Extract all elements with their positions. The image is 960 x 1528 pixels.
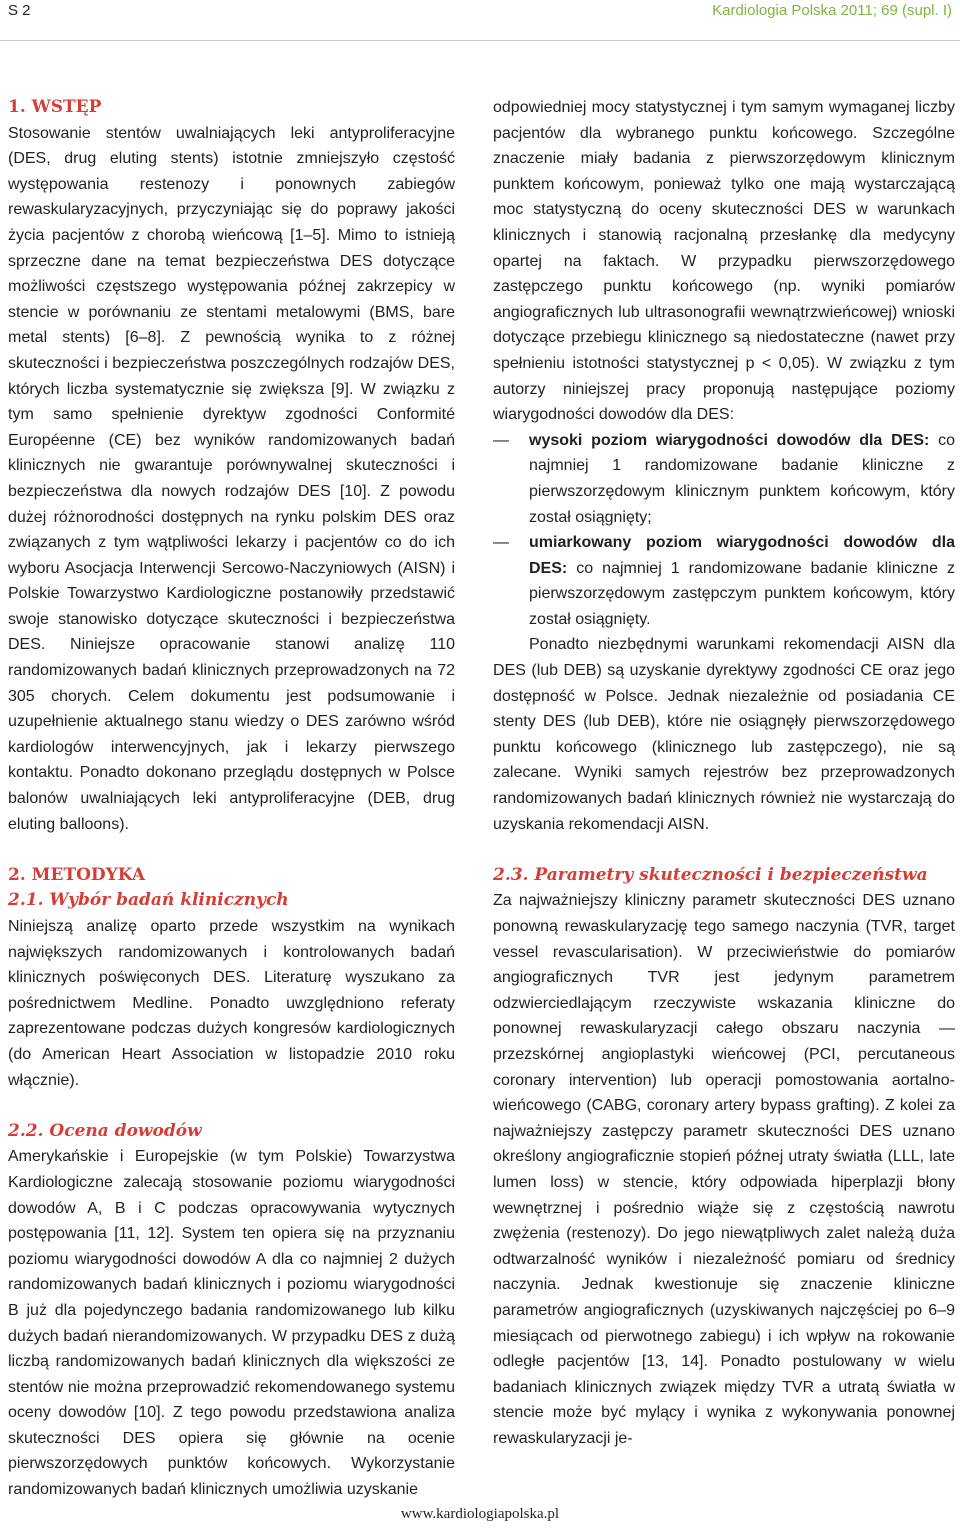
running-header [0, 0, 960, 41]
evidence-level-high-label: wysoki poziom wiarygodności dowodów dla DES: [529, 431, 930, 449]
journal-citation: Kardiologia Polska 2011; 69 (supl. I) [712, 2, 952, 19]
left-column [8, 95, 455, 1503]
section-2-2-heading: 2.2. Ocena dowodów [8, 1120, 202, 1141]
section-2-2-paragraph: Amerykańskie i Europejskie (w tym Polskie) Towarzystwa Kardiologiczne zalecają stosowanie poziomu wiarygodności dowodów A, B i C podczas opracowywania wytycznych postępowania [11, 12]. System ten opiera się na przyznaniu poziomu wiarygodności dowodów A dla co najmniej 2 dużych randomizowanych badań klinicznych i poziomu wiarygodności B już dla pojedynczego badania randomizowanego lub kilku dużych badań nierandomizowanych. W przypadku DES z dużą liczbą randomizowanych badań klinicznych dla większości ze stentów nie można przeprowadzić rekomendowanego systemu oceny dowodów [10]. Z tego powodu przedstawiona analiza skuteczności DES opiera się głównie na ocenie pierwszorzędowych punktów końcowych. Wykorzystanie randomizowanych badań klinicznych umożliwia uzyskanie [8, 1148, 455, 1499]
section-1-paragraph: Stosowanie stentów uwalniających leki antyproliferacyjne (DES, drug eluting stents) istotnie zmniejszyło częstość występowania restenozy i ponownych zabiegów rewaskularyzacyjnych, przyczyniając się do poprawy jakości życia pacjentów z chorobą wieńcową [1–5]. Mimo to istnieją sprzeczne dane na temat bezpieczeństwa DES dotyczące możliwości częstszego występowania późnej zakrzepicy w stencie w porównaniu ze stentami metalowymi (BMS, bare metal stents) [6–8]. Z pewnością wynika to z różnej skuteczności i bezpieczeństwa poszczególnych rodzajów DES, których liczba systematycznie się zwiększa [9]. W związku z tym samo spełnienie dyrektyw zgodności Conformité Européenne (CE) bez wyników randomizowanych badań klinicznych nie gwarantuje porównywalnej skuteczności i bezpieczeństwa dla nowych rodzajów DES [10]. Z powodu dużej różnorodności dostępnych na rynku polskim DES oraz związanych z tym wątpliwości lekarzy i pacjentów co do ich wyboru Asocjacja Interwencji Sercowo-Naczyniowych (AISN) i Polskie Towarzystwo Kardiologiczne postanowiły przedstawić swoje stanowisko dotyczące skuteczności i bezpieczeństwa DES. Niniejsze opracowanie stanowi analizę 110 randomizowanych badań klinicznych przeprowadzonych na 72 305 chorych. Celem dokumentu jest podsumowanie i uzupełnienie aktualnego stanu wiedzy o DES zarówno wśród kardiologów interwencyjnych, jak i lekarzy pierwszego kontaktu. Ponadto dokonano przeglądu dostępnych w Polsce balonów uwalniających leki antyproliferacyjne (DEB, drug eluting balloons). [8, 124, 455, 833]
evidence-level-moderate-label: umiarkowany poziom wiarygodności dowodów dla DES: [529, 534, 955, 577]
list-dash: — [493, 431, 509, 449]
section-2-1-heading: 2.1. Wybór badań klinicznych [8, 890, 289, 911]
evidence-level-high-text: co najmniej 1 randomizowane badanie kliniczne z pierwszorzędowym klinicznym punktem końcowym, który został osiągnięty; [529, 431, 956, 526]
page-number: S 2 [8, 2, 31, 19]
section-1-heading: 1. WSTĘP [8, 97, 102, 117]
right-paragraph-2: Ponadto niezbędnymi warunkami rekomendacji AISN dla DES (lub DEB) są uzyskanie dyrektywy zgodności CE oraz jego dostępność w Polsce. Jednak niezależnie od posiadania CE stenty DES (lub DEB), które nie osiągnęły pierwszorzędowego punktu końcowego (klinicznego lub zastępczego), nie są zalecane. Wyniki samych rejestrów bez przeprowadzonych randomizowanych badań klinicznych również nie wystarczają do uzyskania rekomendacji AISN. [493, 636, 955, 833]
evidence-level-moderate-text: co najmniej 1 randomizowane badanie kliniczne z pierwszorzędowym zastępczym punktem końcowym, który został osiągnięty. [529, 559, 955, 628]
evidence-level-moderate [493, 530, 955, 632]
right-column [493, 95, 955, 1451]
list-dash: — [493, 534, 509, 552]
evidence-level-high [493, 428, 955, 530]
right-paragraph-1: odpowiedniej mocy statystycznej i tym samym wymaganej liczby pacjentów dla wybranego punktu końcowego. Szczególne znaczenie miały badania z pierwszorzędowym klinicznym punktem końcowym, ponieważ tylko one mają wystarczającą moc statystyczną do oceny skuteczności DES w warunkach klinicznych i stanowią racjonalną przesłankę dla medycyny opartej na faktach. W przypadku pierwszorzędowego zastępczego punktu końcowego (np. wyniki pomiarów angiograficznych lub ultrasonografii wewnątrzwieńcowej) wnioski dotyczące przebiegu klinicznego są niedostateczne (nawet przy spełnieniu istotności statystycznej p < 0,05). W związku z tym autorzy niniejszej pracy proponują następujące poziomy wiarygodności dowodów dla DES: [493, 99, 955, 424]
section-2-heading: 2. METODYKA [8, 864, 146, 885]
section-2-3-heading: 2.3. Parametry skuteczności i bezpieczeństwa [493, 864, 928, 885]
section-2-1-paragraph: Niniejszą analizę oparto przede wszystkim na wynikach największych randomizowanych i kontrolowanych badań klinicznych poświęconych DES. Literaturę wyszukano za pośrednictwem Medline. Ponadto uwzględniono referaty zaprezentowane podczas dużych kongresów kardiologicznych (do American Heart Association w listopadzie 2010 roku włącznie). [8, 918, 455, 1089]
section-2-3-paragraph: Za najważniejszy kliniczny parametr skuteczności DES uznano ponowną rewaskularyzację tego samego naczynia (TVR, target vessel revascularisation). W przeciwieństwie do pomiarów angiograficznych TVR jest jedynym parametrem odzwierciedlającym rzeczywiste wskazania kliniczne do ponownej rewaskularyzacji całego obszaru naczynia — przezskórnej angioplastyki wieńcowej (PCI, percutaneous coronary intervention) lub operacji pomostowania aortalno-wieńcowego (CABG, coronary artery bypass grafting). Z kolei za najważniejszy zastępczy parametr skuteczności DES uznano określony angiograficznie stopień późnej utraty światła (LLL, late lumen loss) w stencie, który odpowiada hiperplazji błony wewnętrznej i pośrednio wiąże się z częstością nawrotu zwężenia (restenozy). Do jego niewątpliwych zalet należą duża odtwarzalność wyników i niezależność pomiaru od średnicy naczynia. Jednak kwestionuje się znaczenie kliniczne parametrów angiograficznych (uzyskiwanych najczęściej po 6–9 miesiącach od pierwotnego zabiegu) i ich wpływ na rokowanie odległe pacjentów [13, 14]. Ponadto postulowany w wielu badaniach klinicznych związek między TVR a utratą światła w stencie może być mylący i wynika z wykonywania ponownej rewaskularyzacji je- [493, 892, 955, 1447]
footer-url: www.kardiologiapolska.pl [400, 1506, 560, 1522]
